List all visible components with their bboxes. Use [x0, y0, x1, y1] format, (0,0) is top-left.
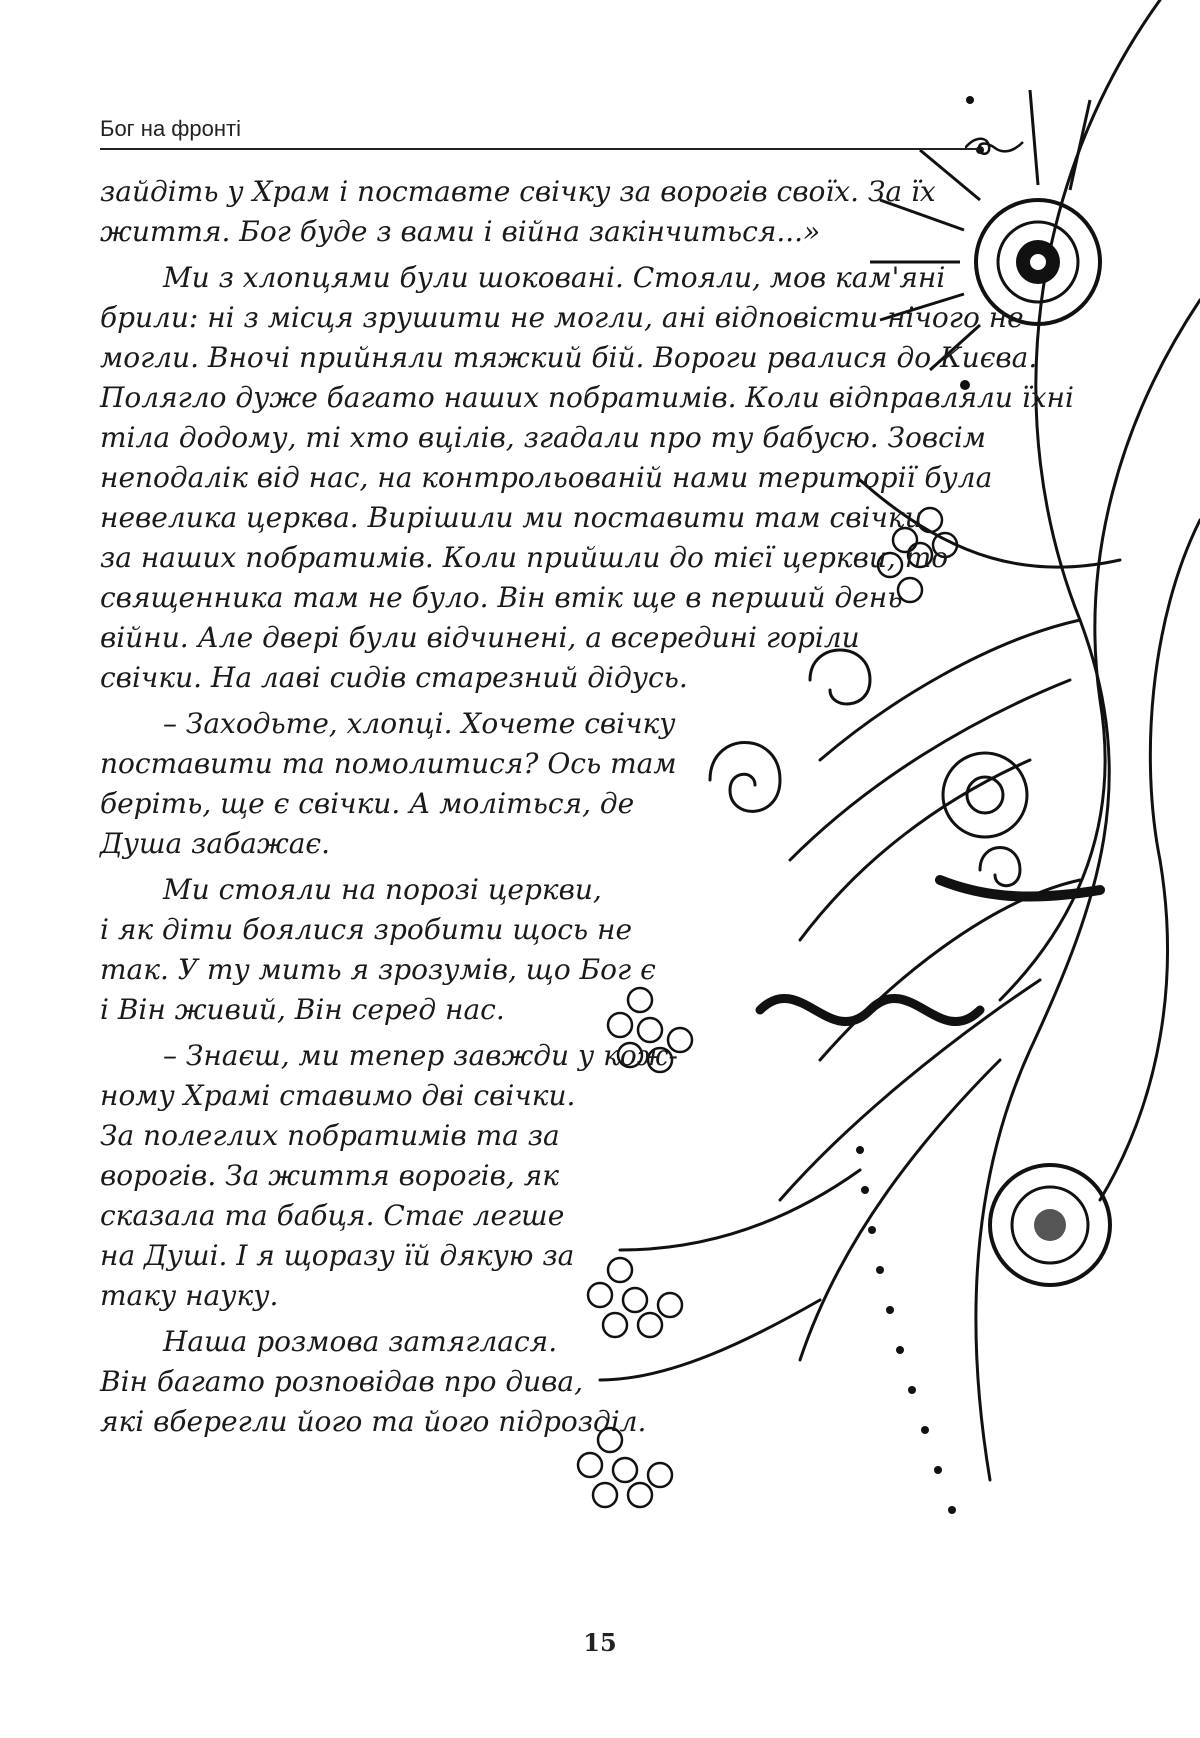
text-line: свічки. На лаві сидів старезний дідусь. [100, 661, 688, 694]
running-title: Бог на фронті [100, 116, 241, 141]
text-line: за наших побратимів. Коли прийшли до тієї церкви, то [100, 541, 949, 574]
paragraph-first-line: Ми стояли на порозі церкви, [163, 873, 602, 906]
text-line: сказала та бабця. Стає легше [100, 1199, 565, 1232]
paragraph-first-line: Ми з хлопцями були шоковані. Стояли, мов кам'яні [163, 261, 946, 294]
header-rule [100, 148, 980, 150]
header-flourish-icon [965, 128, 1025, 164]
paragraph-first-line: – Знаєш, ми тепер завжди у кож- [163, 1039, 678, 1072]
text-line: брили: ні з місця зрушити не могли, ані відповісти нічого не [100, 301, 1024, 334]
text-line: і як діти боялися зробити щось не [100, 913, 633, 946]
text-line: зайдіть у Храм і поставте свічку за ворогів своїх. За їх [100, 175, 936, 208]
text-line: тіла додому, ті хто вцілів, згадали про ту бабусю. Зовсім [100, 421, 986, 454]
text-line: Полягло дуже багато наших побратимів. Коли відправляли їхні [100, 381, 1074, 414]
text-line: поставити та помолитися? Ось там [100, 747, 677, 780]
text-line: неподалік від нас, на контрольованій нами території була [100, 461, 993, 494]
text-line: Він багато розповідав про дива, [100, 1365, 584, 1398]
text-line: Душа забажає. [100, 827, 330, 860]
text-line: священника там не було. Він втік ще в перший день [100, 581, 903, 614]
text-line: і Він живий, Він серед нас. [100, 993, 505, 1026]
text-line: які вберегли його та його підрозділ. [100, 1405, 647, 1438]
text-line: на Душі. І я щоразу їй дякую за [100, 1239, 575, 1272]
text-line: ворогів. За життя ворогів, як [100, 1159, 559, 1192]
text-line: життя. Бог буде з вами і війна закінчиться...» [100, 215, 821, 248]
page-number: 15 [583, 1628, 617, 1657]
paragraph-first-line: Наша розмова затяглася. [163, 1325, 558, 1358]
text-line: За полеглих побратимів та за [100, 1119, 560, 1152]
text-line: невелика церква. Вирішили ми поставити там свічки [100, 501, 923, 534]
text-line: таку науку. [100, 1279, 279, 1312]
text-line: війни. Але двері були відчинені, а всередині горіли [100, 621, 860, 654]
text-line: могли. Вночі прийняли тяжкий бій. Вороги рвалися до Києва. [100, 341, 1038, 374]
paragraph-first-line: – Заходьте, хлопці. Хочете свічку [163, 707, 676, 740]
text-line: ному Храмі ставимо дві свічки. [100, 1079, 576, 1112]
sun-medallion-bottom-icon [990, 1165, 1110, 1285]
text-line: так. У ту мить я зрозумів, що Бог є [100, 953, 656, 986]
text-line: беріть, ще є свічки. А моліться, де [100, 787, 635, 820]
small-medallion-icon [943, 753, 1027, 837]
